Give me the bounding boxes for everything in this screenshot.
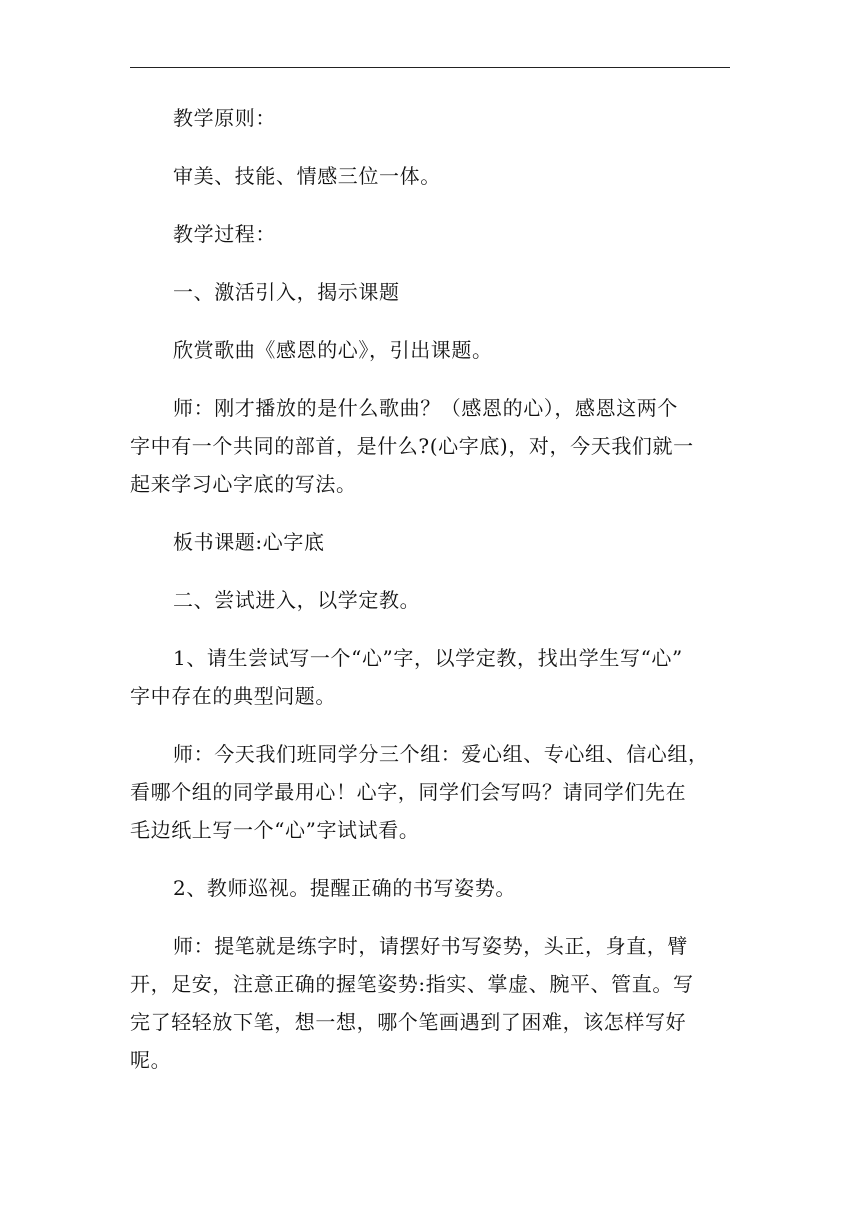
paragraph — [130, 639, 730, 715]
text-line: 字中存在的典型问题。 — [130, 684, 336, 708]
text-line: 字中有一个共同的部首，是什么?(心字底)，对，今天我们就一 — [130, 434, 694, 458]
text-line: 呢。 — [130, 1048, 172, 1072]
text-line: 师：刚才播放的是什么歌曲？（感恩的心），感恩这两个 — [173, 396, 678, 420]
text-line: 一、激活引入，揭示课题 — [173, 280, 400, 304]
text-line: 毛边纸上写一个“心”字试试看。 — [130, 818, 420, 842]
section-heading — [130, 581, 730, 619]
header-rule — [130, 67, 730, 68]
paragraph — [130, 157, 730, 195]
text-line: 板书课题:心字底 — [173, 530, 325, 554]
text-line: 2、教师巡视。提醒正确的书写姿势。 — [173, 876, 516, 900]
paragraph — [130, 523, 730, 561]
text-line: 开，足安，注意正确的握笔姿势:指实、掌虚、腕平、管直。写 — [130, 972, 694, 996]
text-line: 欣赏歌曲《感恩的心》，引出课题。 — [173, 338, 493, 362]
text-line: 师：今天我们班同学分三个组：爱心组、专心组、信心组， — [173, 742, 709, 766]
paragraph — [130, 99, 730, 137]
paragraph — [130, 927, 730, 1079]
paragraph — [130, 869, 730, 907]
text-line: 二、尝试进入，以学定教。 — [173, 588, 421, 612]
paragraph — [130, 735, 730, 849]
section-heading — [130, 273, 730, 311]
text-line: 1、请生尝试写一个“心”字，以学定教，找出学生写“心” — [173, 646, 683, 670]
paragraph — [130, 331, 730, 369]
text-line: 起来学习心字底的写法。 — [130, 472, 357, 496]
document-body — [130, 99, 730, 1099]
text-line: 看哪个组的同学最用心！心字，同学们会写吗？请同学们先在 — [130, 780, 687, 804]
text-line: 审美、技能、情感三位一体。 — [173, 164, 441, 188]
paragraph — [130, 215, 730, 253]
text-line: 完了轻轻放下笔，想一想，哪个笔画遇到了困难，该怎样写好 — [130, 1010, 687, 1034]
text-line: 教学原则： — [173, 106, 276, 130]
paragraph — [130, 389, 730, 503]
text-line: 师：提笔就是练字时，请摆好书写姿势，头正，身直，臂 — [173, 934, 688, 958]
text-line: 教学过程： — [173, 222, 276, 246]
